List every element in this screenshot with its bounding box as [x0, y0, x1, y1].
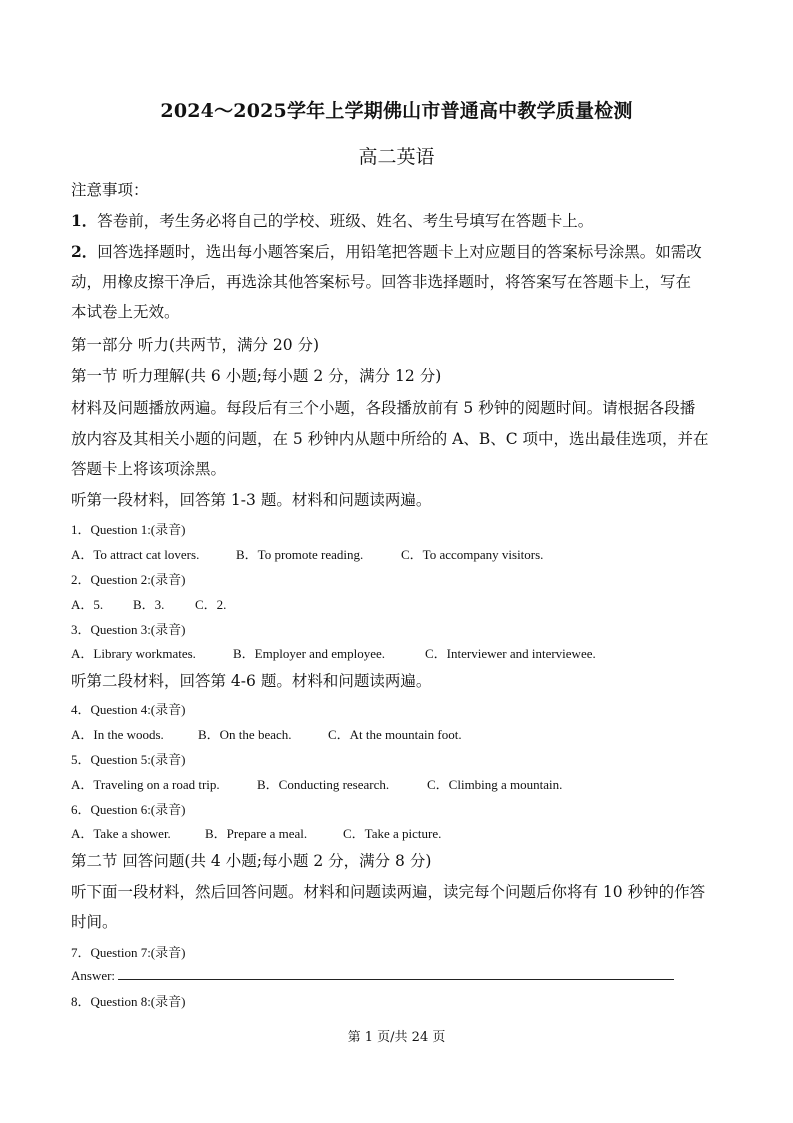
note-item-2 — [71, 240, 721, 262]
question-4-options — [71, 724, 721, 743]
option-b: B．Conducting research. — [257, 777, 390, 792]
option-c: C．Take a picture. — [343, 826, 442, 841]
section2-heading: 第二节 回答问题(共 4 小题;每小题 2 分，满分 8 分) — [71, 852, 432, 870]
segment1-instruction: 听第一段材料，回答第 1-3 题。材料和问题读两遍。 — [71, 491, 432, 509]
question-2-options — [71, 594, 721, 613]
option-b: B．Prepare a meal. — [205, 826, 308, 841]
answer-blank[interactable] — [118, 967, 674, 980]
exam-title: 2024～2025学年上学期佛山市普通高中教学质量检测 — [160, 100, 633, 122]
option-c: C．At the mountain foot. — [328, 727, 462, 742]
notes-heading: 注意事项： — [71, 181, 149, 199]
option-b: B．3. — [133, 597, 165, 612]
question-6-options — [71, 823, 721, 842]
option-c: C．To accompany visitors. — [401, 547, 544, 562]
question-3: 3．Question 3:(录音) — [71, 622, 186, 637]
question-8: 8．Question 8:(录音) — [71, 994, 186, 1009]
question-3-options — [71, 643, 721, 662]
option-a: A．5. — [71, 597, 104, 612]
part1-heading: 第一部分 听力(共两节，满分 20 分) — [71, 336, 320, 354]
answer-line — [71, 967, 721, 984]
question-5-options — [71, 774, 721, 793]
exam-subtitle: 高二英语 — [358, 146, 435, 168]
note-item-2-line-3: 本试卷上无效。 — [71, 303, 180, 321]
note-item-2-number: 2． — [71, 242, 98, 261]
note-item-1 — [71, 209, 721, 231]
option-a: A．In the woods. — [71, 727, 164, 742]
section1-instructions-line-1: 材料及问题播放两遍。每段后有三个小题，各段播放前有 5 秒钟的阅题时间。请根据各段播 — [71, 399, 696, 417]
page-number: 第 1 页/共 24 页 — [347, 1030, 446, 1045]
option-c: C．Climbing a mountain. — [427, 777, 563, 792]
question-4: 4．Question 4:(录音) — [71, 702, 186, 717]
section1-instructions-line-2: 放内容及其相关小题的问题，在 5 秒钟内从题中所给的 A、B、C 项中，选出最佳选项，并在 — [71, 430, 709, 448]
note-item-1-text: 答卷前，考生务必将自己的学校、班级、姓名、考生号填写在答题卡上。 — [97, 212, 594, 230]
option-b: B．On the beach. — [198, 727, 292, 742]
option-a: A．Traveling on a road trip. — [71, 777, 220, 792]
option-c: C．Interviewer and interviewee. — [425, 646, 596, 661]
note-item-1-number: 1． — [71, 211, 98, 230]
question-6: 6．Question 6:(录音) — [71, 802, 186, 817]
option-a: A．Take a shower. — [71, 826, 171, 841]
question-2: 2．Question 2:(录音) — [71, 572, 186, 587]
section1-heading: 第一节 听力理解(共 6 小题;每小题 2 分，满分 12 分) — [71, 367, 442, 385]
note-item-2-line-2: 动，用橡皮擦干净后，再选涂其他答案标号。回答非选择题时，将答案写在答题卡上，写在 — [71, 273, 692, 291]
question-1-options — [71, 544, 721, 563]
option-b: B．Employer and employee. — [233, 646, 385, 661]
option-a: A．Library workmates. — [71, 646, 196, 661]
question-1: 1．Question 1:(录音) — [71, 522, 186, 537]
question-7: 7．Question 7:(录音) — [71, 945, 186, 960]
section1-instructions-line-3: 答题卡上将该项涂黑。 — [71, 460, 227, 478]
section2-instructions-line-1: 听下面一段材料，然后回答问题。材料和问题读两遍，读完每个问题后你将有 10 秒钟的作答 — [71, 883, 706, 901]
option-a: A．To attract cat lovers. — [71, 547, 200, 562]
section2-instructions-line-2: 时间。 — [71, 913, 118, 931]
answer-label: Answer: — [71, 968, 116, 983]
option-b: B．To promote reading. — [236, 547, 364, 562]
question-5: 5．Question 5:(录音) — [71, 752, 186, 767]
note-item-2-text: 回答选择题时，选出每小题答案后，用铅笔把答题卡上对应题目的答案标号涂黑。如需改 — [97, 243, 702, 261]
option-c: C．2. — [195, 597, 227, 612]
segment2-instruction: 听第二段材料，回答第 4-6 题。材料和问题读两遍。 — [71, 672, 432, 690]
